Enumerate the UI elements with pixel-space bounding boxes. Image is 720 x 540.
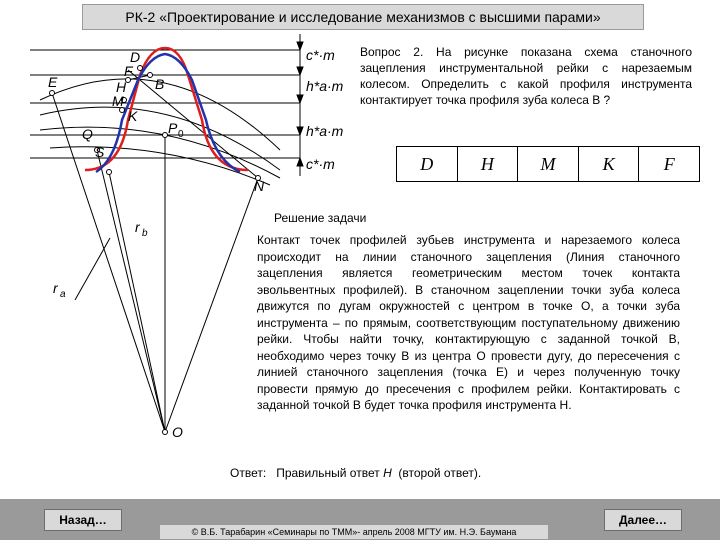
label-M: M — [112, 93, 124, 109]
points — [50, 66, 261, 435]
answer-text: Правильный ответ — [276, 466, 380, 480]
label-dim-c1: c*·m — [306, 47, 335, 63]
label-rb: r — [135, 219, 140, 235]
label-B: B — [155, 76, 165, 92]
question-text: Вопрос 2. На рисунке показана схема станочного зацепления инструментальной рейки с нарезаемым колесом. Определить с какой профиля инструмента контактирует точка профиля зуба колеса В ? — [360, 45, 692, 107]
page-title: РК-2 «Проектирование и исследование механизмов с высшими парами» — [82, 4, 644, 30]
footer-copyright: © В.Б. Тарабарин «Семинары по ТММ»- апрель 2008 МГТУ им. Н.Э. Баумана — [160, 525, 548, 539]
next-button[interactable]: Далее… — [604, 509, 682, 531]
answer-option-F[interactable]: F — [639, 147, 700, 182]
label-dim-ha2: h*a·m — [306, 123, 344, 139]
label-dim-c2: c*·m — [306, 156, 335, 172]
solution-text: Контакт точек профилей зубьев инструмента и нарезаемого колеса происходит на линии станочного зацепления (Линия станочного зацепления является геометрическим местом точек контакта эвольвентных профилей). В станочном зацеплении точки зуба колеса движутся по дугам окружностей с центром в точке О, а точки зуба инструмента – по прямым, соответствующим поступательному движению рейки. Чтобы найти точку, контактирующую с заданной точкой В, необходимо через точку В из центра О провести дугу, до пересечения с линией станочного зацепления (точка Е) и через полученную точку провести прямую до пресечения с профилем рейки. Контактировать с заданной точкой В будет точка профиля инструмента Н. — [257, 233, 680, 412]
label-D: D — [130, 49, 141, 65]
answer-label: Ответ: — [230, 466, 267, 480]
answer-option-H[interactable]: H — [457, 147, 518, 182]
answer-option-K[interactable]: K — [578, 147, 639, 182]
point-O — [163, 430, 168, 435]
radius-S — [109, 172, 165, 432]
answer-line — [230, 466, 481, 480]
label-P-sub: 0 — [178, 129, 184, 140]
answer-option-M[interactable]: M — [518, 147, 579, 182]
label-Q: Q — [82, 126, 93, 142]
radius-OE — [52, 93, 165, 432]
solution-heading: Решение задачи — [274, 211, 367, 225]
label-O: O — [172, 424, 183, 440]
answer-option-D[interactable]: D — [397, 147, 458, 182]
label-ra: r — [53, 280, 58, 296]
answer-suffix: (второй ответ). — [398, 466, 482, 480]
label-N: N — [254, 178, 265, 194]
point-P0 — [163, 133, 168, 138]
answer-options — [396, 146, 700, 182]
label-P: P — [168, 120, 178, 136]
line-O-N — [165, 178, 258, 432]
point-E — [50, 91, 55, 96]
construction-lines — [52, 70, 258, 432]
dimension-line — [297, 34, 303, 176]
rb-leader — [75, 238, 110, 300]
radius-Q — [97, 150, 165, 432]
label-H: H — [116, 79, 127, 95]
label-K: K — [128, 108, 138, 124]
dedendum-arc — [50, 147, 270, 185]
label-S: S — [95, 144, 105, 160]
answer-value: Н — [383, 466, 392, 480]
point-B — [148, 73, 153, 78]
label-E: E — [48, 74, 58, 90]
label-dim-ha1: h*a·m — [306, 78, 344, 94]
label-F: F — [124, 63, 133, 79]
back-button[interactable]: Назад… — [44, 509, 122, 531]
point-S — [107, 170, 112, 175]
point-F — [138, 66, 143, 71]
label-rb-sub: b — [142, 228, 148, 239]
label-ra-sub: a — [60, 289, 66, 300]
